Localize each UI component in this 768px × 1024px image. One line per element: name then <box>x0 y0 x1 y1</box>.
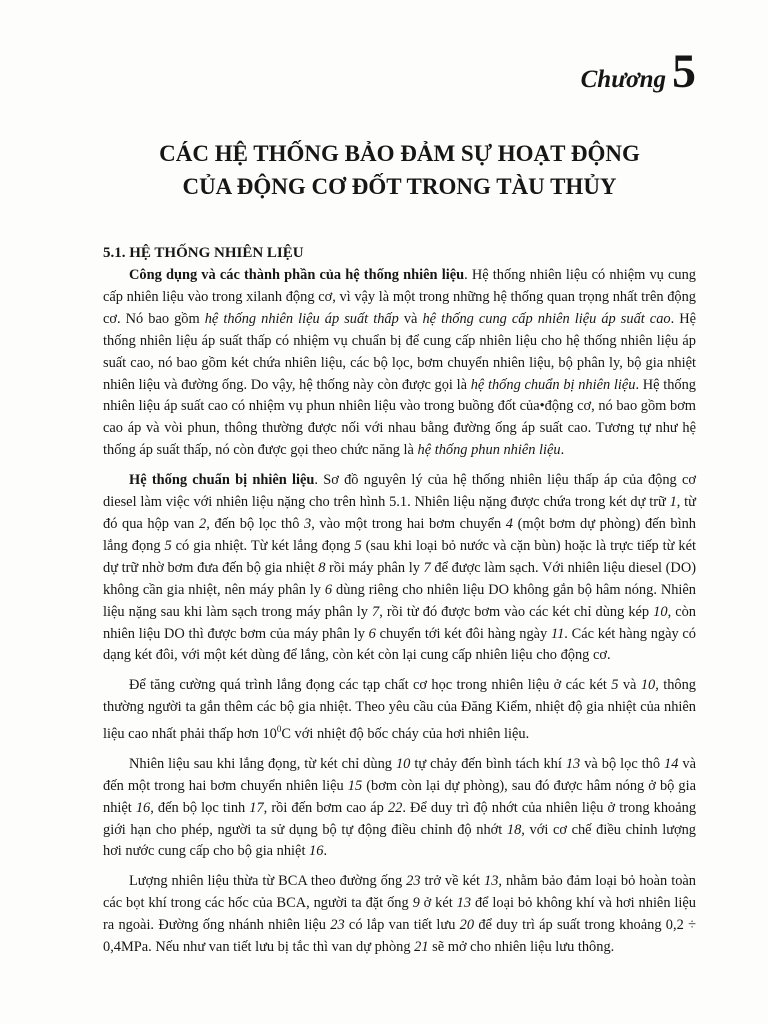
text-run: dùng riêng cho nhiên liệu DO không gắn bộ hâm nóng. Nhiên liệu nặng sau khi làm sạch trong máy phân ly <box>103 581 696 620</box>
text-run: , thông thường người ta gắn thêm các bộ gia nhiệt. Theo yêu cầu của Đăng Kiểm, nhiệt độ gia nhiệt của nhiên liệu cao nhất phải thấp hơn 10 <box>103 677 696 742</box>
chapter-word: Chương <box>580 66 666 93</box>
text-run: 13 <box>565 755 581 772</box>
chapter-number: 5 <box>672 45 696 98</box>
text-run: . Sơ đồ nguyên lý của hệ thống nhiên liệu thấp áp của động cơ diesel làm việc với nhiên liệu nặng cho trên hình 5.1. Nhiên liệu nặng được chứa trong két dự trữ <box>103 472 697 511</box>
text-run: , đến bộ lọc tinh <box>150 799 250 816</box>
text-run: hệ thống chuẩn bị nhiên liệu <box>470 376 636 393</box>
text-run: 15 <box>347 777 363 794</box>
text-run: . Hệ thống nhiên liệu có nhiệm vụ cung cấp nhiên liệu vào trong xilanh động cơ, vì vậy là một trong những hệ thống quan trọng nhất trên động cơ. Nó bao gồm <box>103 267 697 327</box>
body-text <box>103 265 696 967</box>
text-run: (sau khi loại bỏ nước và cặn bùn) hoặc là trực tiếp từ két dự trữ nhờ bơm đưa đến bộ gia nhiệt <box>103 537 696 576</box>
text-run: . Hệ thống nhiên liệu áp suất thấp có nhiệm vụ chuẩn bị để cung cấp nhiên liệu cho hệ thống nhiên liệu áp suất cao, nó bao gồm két chứa nhiên liệu, các bộ lọc, bơm chuyển nhiên liệu, bộ phân ly, bộ gia nhiệt nhiên liệu và đường ống. Do vậy, hệ thống này còn được gọi là <box>103 310 697 393</box>
text-run: . Các két hàng ngày có dạng két đôi, với một két dùng để lắng, còn két còn lại cung cấp nhiên liệu cho động cơ. <box>103 625 696 664</box>
chapter-title-line-2: CỦA ĐỘNG CƠ ĐỐT TRONG TÀU THỦY <box>182 174 617 199</box>
text-run: 20 <box>459 917 475 934</box>
text-run: , với cơ chế điều chỉnh lượng hơi nước cung cấp cho bộ gia nhiệt <box>103 821 696 860</box>
text-run: 22 <box>387 799 403 816</box>
text-run: tự chảy đến bình tách khí <box>410 755 566 772</box>
text-run: Để tăng cường quá trình lắng đọng các tạp chất cơ học trong nhiên liệu ở các két <box>129 677 612 694</box>
text-run: có lắp van tiết lưu <box>344 917 460 934</box>
text-run: , vào một trong hai bơm chuyển <box>311 515 506 532</box>
text-run: , còn nhiên liệu DO thì được bơm của máy phân ly <box>103 603 696 642</box>
text-run: , rồi đến bơm cao áp <box>263 799 388 816</box>
text-run: có gia nhiệt. Từ két lắng đọng <box>171 537 355 554</box>
text-run: chuyển tới két đôi hàng ngày <box>375 625 551 642</box>
text-run: 10 <box>640 677 656 694</box>
text-run: 10 <box>653 603 668 620</box>
text-run: . Để duy trì độ nhớt của nhiên liệu ở trong khoảng giới hạn cho phép, người ta sử dụng bộ tự động điều chỉnh độ nhớt <box>103 799 697 838</box>
text-run: 13 <box>456 895 472 912</box>
chapter-title <box>103 137 696 203</box>
text-run: và đến một trong hai bơm chuyển nhiên liệu <box>103 755 696 794</box>
text-run: C với nhiệt độ bốc cháy của hơi nhiên liệu. <box>281 725 530 742</box>
text-run: Lượng nhiên liệu thừa từ BCA theo đường ống <box>129 873 407 890</box>
text-run: , từ đó qua hộp van <box>103 494 696 532</box>
text-run: và <box>398 310 423 327</box>
text-run: , rồi từ đó được bơm vào các két chỉ dùng kép <box>379 603 654 620</box>
text-run: , nhằm bảo đảm loại bỏ hoàn toàn các bọt khí trong các hốc của BCA, người ta đặt ống <box>103 873 696 912</box>
text-run: 11 <box>550 625 565 642</box>
text-run: 7 <box>372 603 380 620</box>
text-run: 5 <box>164 537 172 554</box>
text-run: . <box>560 442 565 459</box>
paragraph-4 <box>103 754 696 864</box>
chapter-label <box>580 45 696 98</box>
text-run: 13 <box>484 873 499 890</box>
text-run: 8 <box>318 559 326 576</box>
text-run: để được làm sạch. Với nhiên liệu diesel (DO) không cần gia nhiệt, nên máy phân ly <box>103 559 696 598</box>
chapter-title-line-1: CÁC HỆ THỐNG BẢO ĐẢM SỰ HOẠT ĐỘNG <box>159 141 640 166</box>
text-run: 16 <box>135 799 151 816</box>
text-run: Nhiên liệu sau khi lắng đọng, từ két chỉ dùng <box>129 755 396 772</box>
text-run: 21 <box>414 939 429 956</box>
text-run: 1 <box>669 494 677 511</box>
text-run: (bơm còn lại dự phòng), sau đó được hâm nóng ở bộ gia nhiệt <box>103 777 696 816</box>
text-run: 16 <box>309 843 324 860</box>
text-run: . Hệ thống nhiên liệu áp suất cao có nhiệm vụ phun nhiên liệu vào trong buồng đốt của•động cơ, nó bao gồm bơm cao áp và vòi phun, thông thường được nối với nhau bằng đường ống áp suất cao. Tương tự như hệ thống áp suất thấp, nó còn được gọi theo chức năng là <box>103 376 696 459</box>
text-run: 7 <box>423 559 431 576</box>
section-heading: 5.1. HỆ THỐNG NHIÊN LIỆU <box>103 245 304 261</box>
text-run: 5 <box>354 537 362 554</box>
text-run: 18 <box>506 821 522 838</box>
text-run: rồi máy phân ly <box>325 559 424 576</box>
text-run: hệ thống nhiên liệu áp suất thấp <box>204 310 399 327</box>
text-run: để duy trì áp suất trong khoảng 0,2 ÷ 0,4MPa. Nếu như van tiết lưu bị tắc thì van dự phòng <box>103 917 696 956</box>
text-run: hệ thống cung cấp nhiên liệu áp suất cao <box>422 310 671 327</box>
text-run: . <box>323 843 328 860</box>
text-run: Công dụng và các thành phần của hệ thống nhiên liệu <box>129 267 465 283</box>
text-run: trở về két <box>420 873 484 890</box>
text-run: Hệ thống chuẩn bị nhiên liệu <box>129 472 315 489</box>
text-run: 6 <box>324 581 333 598</box>
text-run: và bộ lọc thô <box>580 755 665 772</box>
text-run: để loại bỏ không khí và hơi nhiên liệu ra ngoài. Đường ống nhánh nhiên liệu <box>103 895 696 934</box>
paragraph-2 <box>103 470 696 667</box>
text-run: sẽ mở cho nhiên liệu lưu thông. <box>428 939 615 956</box>
text-run: 2 <box>199 515 207 532</box>
text-run: 14 <box>664 755 679 772</box>
text-run: 23 <box>330 917 345 934</box>
text-run: 5 <box>611 677 619 694</box>
paragraph-1 <box>103 265 696 462</box>
text-run: 17 <box>249 799 264 816</box>
text-run: hệ thống phun nhiên liệu <box>417 442 561 459</box>
text-run: và <box>618 677 641 694</box>
text-run: 23 <box>406 873 421 890</box>
text-run: , đến bộ lọc thô <box>206 515 305 532</box>
text-run: (một bơm dự phòng) đến bình lắng đọng <box>103 515 696 554</box>
text-run: 9 <box>412 895 420 912</box>
paragraph-3 <box>103 675 696 746</box>
text-run: ở két <box>419 895 457 912</box>
text-run: 0 <box>276 724 282 735</box>
text-run: 6 <box>368 625 376 642</box>
text-run: 3 <box>304 515 312 532</box>
text-run: 10 <box>395 755 411 772</box>
paragraph-5 <box>103 871 696 959</box>
text-run: 4 <box>505 515 513 532</box>
